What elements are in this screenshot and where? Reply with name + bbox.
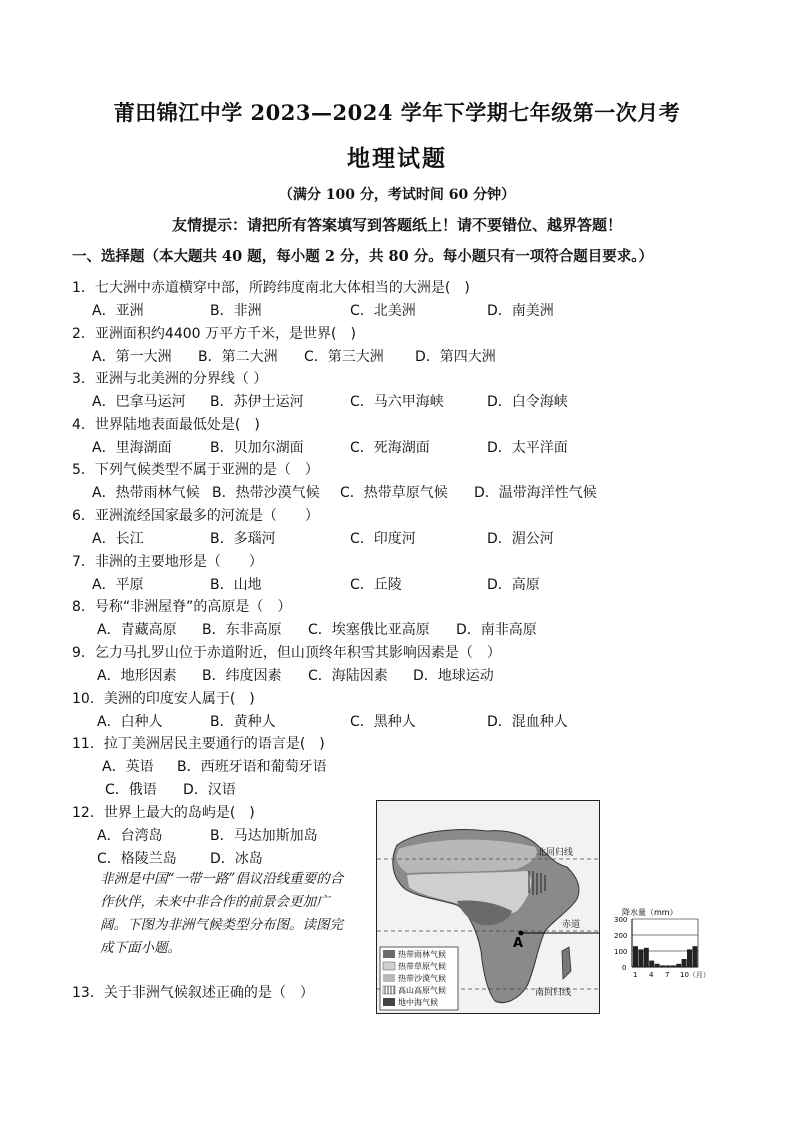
xtick: 10（月） xyxy=(680,971,710,979)
map-drawing xyxy=(377,801,599,1013)
option: A．英语 xyxy=(102,759,154,775)
score-note: （满分 100 分，考试时间 60 分钟） xyxy=(278,187,516,203)
precip-bar-month-10 xyxy=(682,959,687,967)
option: C．格陵兰岛 xyxy=(97,851,177,867)
option: D．白令海峡 xyxy=(487,394,568,410)
option: B．苏伊士运河 xyxy=(210,394,304,410)
option: A．巴拿马运河 xyxy=(92,394,186,410)
option: B．黄种人 xyxy=(210,714,276,730)
tip-text: 友情提示：请把所有答案填写到答题纸上！请不要错位、越界答题！ xyxy=(171,216,622,234)
option: A．亚洲 xyxy=(92,303,144,319)
option: D．第四大洲 xyxy=(415,349,496,365)
option: A．地形因素 xyxy=(97,668,177,684)
option: A．里海湖面 xyxy=(92,440,172,456)
south-tropic-label: 南回归线 xyxy=(535,988,572,998)
option: B．西班牙语和葡萄牙语 xyxy=(177,759,327,775)
precip-bar-month-2 xyxy=(638,949,643,967)
precipitation-chart xyxy=(600,905,720,985)
option: D．南非高原 xyxy=(456,622,537,638)
question-10: 10．美洲的印度安人属于( ) xyxy=(72,691,255,707)
option: A．白种人 xyxy=(97,714,163,730)
option: D．温带海洋性气候 xyxy=(474,485,597,501)
question-12: 12．世界上最大的岛屿是( ) xyxy=(72,805,255,821)
ytick: 0 xyxy=(622,964,627,972)
ytick: 200 xyxy=(614,932,628,940)
chart-ylabel: 降水量（mm） xyxy=(622,908,678,917)
option: B．热带沙漠气候 xyxy=(212,485,320,501)
question-8: 8．号称“非洲屋脊”的高原是（ ） xyxy=(72,599,292,615)
option: C．埃塞俄比亚高原 xyxy=(308,622,430,638)
precip-bar-month-5 xyxy=(655,964,660,967)
exam-title: 莆田锦江中学 2023—2024 学年下学期七年级第一次月考 xyxy=(113,100,681,125)
legend-mediterranean: 地中海气候 xyxy=(398,998,438,1007)
option: B．山地 xyxy=(210,577,262,593)
north-tropic-label: 北回归线 xyxy=(537,848,574,858)
xtick: 7 xyxy=(665,971,670,979)
legend-highland: 高山高原气候 xyxy=(398,986,446,995)
precip-bar-month-3 xyxy=(644,948,649,967)
option: C．印度河 xyxy=(350,531,416,547)
option: B．纬度因素 xyxy=(202,668,282,684)
subject-title: 地理试题 xyxy=(347,145,447,172)
precip-bar-month-9 xyxy=(676,964,681,967)
legend-rainforest: 热带雨林气候 xyxy=(398,950,446,959)
xtick: 1 xyxy=(633,971,638,979)
option: D．汉语 xyxy=(183,782,236,798)
option: C．热带草原气候 xyxy=(340,485,448,501)
option: C．丘陵 xyxy=(350,577,402,593)
option: D．高原 xyxy=(487,577,540,593)
option: B．第二大洲 xyxy=(198,349,278,365)
question-9: 9．乞力马扎罗山位于赤道附近，但山顶终年积雪其影响因素是（ ） xyxy=(72,645,501,661)
question-1: 1．七大洲中赤道横穿中部，所跨纬度南北大体相当的大洲是( ) xyxy=(72,280,470,296)
precip-bar-month-1 xyxy=(633,946,638,967)
option: A．台湾岛 xyxy=(97,828,163,844)
precip-bar-month-12 xyxy=(692,946,697,967)
option: D．南美洲 xyxy=(487,303,554,319)
option: C．死海湖面 xyxy=(350,440,430,456)
option: A．长江 xyxy=(92,531,144,547)
option: A．平原 xyxy=(92,577,144,593)
section-heading: 一、选择题（本大题共 40 题，每小题 2 分，共 80 分。每小题只有一项符合题目要求。） xyxy=(72,248,653,265)
question-4: 4．世界陆地表面最低处是( ) xyxy=(72,417,260,433)
precip-bar-month-8 xyxy=(671,965,676,967)
ytick: 300 xyxy=(614,916,628,924)
precipitation-svg xyxy=(600,905,720,985)
option: C．黑种人 xyxy=(350,714,416,730)
option: B．贝加尔湖面 xyxy=(210,440,304,456)
option: D．太平洋面 xyxy=(487,440,568,456)
equator-label: 赤道 xyxy=(562,920,581,930)
option: C．俄语 xyxy=(105,782,157,798)
point-a-label: A xyxy=(513,936,524,951)
legend-desert: 热带沙漠气候 xyxy=(398,974,446,983)
option: B．东非高原 xyxy=(202,622,282,638)
precip-bar-month-7 xyxy=(665,965,670,967)
option: A．第一大洲 xyxy=(92,349,172,365)
question-6: 6．亚洲流经国家最多的河流是（ ） xyxy=(72,508,319,524)
precip-bar-month-4 xyxy=(649,961,654,967)
option: D．混血种人 xyxy=(487,714,568,730)
option: C．第三大洲 xyxy=(304,349,384,365)
question-11: 11．拉丁美洲居民主要通行的语言是( ) xyxy=(72,736,325,752)
passage: 非洲是中国“一带一路”倡议沿线重要的合作伙伴，未来中非合作的前景会更加广阔。下图为非洲气候类型分布图。读图完成下面小题。 xyxy=(100,871,344,956)
option: D．地球运动 xyxy=(413,668,494,684)
ytick: 100 xyxy=(614,948,628,956)
africa-climate-map xyxy=(376,800,600,1014)
option: A．热带雨林气候 xyxy=(92,485,200,501)
option: B．马达加斯加岛 xyxy=(210,828,318,844)
option: A．青藏高原 xyxy=(97,622,177,638)
option: B．非洲 xyxy=(210,303,262,319)
question-13: 13．关于非洲气候叙述正确的是（ ） xyxy=(72,985,314,1001)
xtick: 4 xyxy=(649,971,654,979)
option: D．冰岛 xyxy=(210,851,263,867)
question-3: 3．亚洲与北美洲的分界线（ ） xyxy=(72,371,268,387)
option: C．马六甲海峡 xyxy=(350,394,444,410)
option: D．湄公河 xyxy=(487,531,554,547)
option: C．海陆因素 xyxy=(308,668,388,684)
precip-bar-month-11 xyxy=(687,949,692,967)
question-7: 7．非洲的主要地形是（ ） xyxy=(72,554,263,570)
question-2: 2．亚洲面积约4400 万平方千米，是世界( ) xyxy=(72,326,356,342)
question-5: 5．下列气候类型不属于亚洲的是（ ） xyxy=(72,462,319,478)
option: C．北美洲 xyxy=(350,303,416,319)
precip-bar-month-6 xyxy=(660,965,665,967)
option: B．多瑙河 xyxy=(210,531,276,547)
legend-savanna: 热带草原气候 xyxy=(398,962,446,971)
